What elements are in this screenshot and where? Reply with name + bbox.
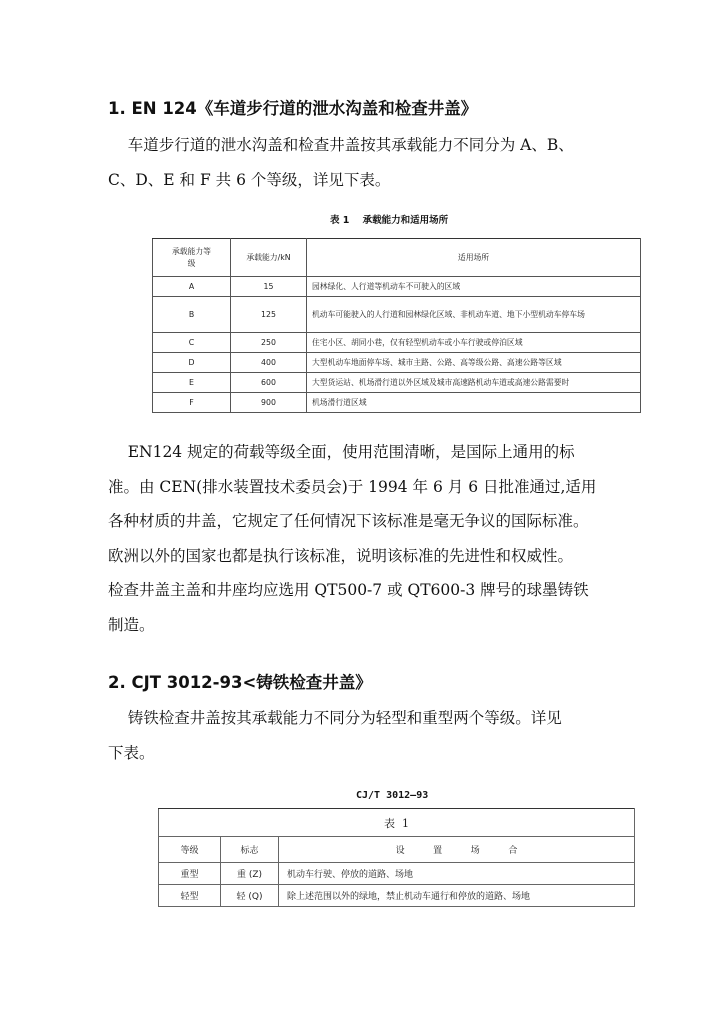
section1-intro-line-1: 车道步行道的泄水沟盖和检查井盖按其承载能力不同分为 A、B、 xyxy=(108,136,574,154)
table1-place-cell: 机场滑行道区域 xyxy=(307,393,641,413)
table1-grade-cell: A xyxy=(153,277,231,297)
table1-place-cell: 大型机动车地面停车场、城市主路、公路、高等级公路、高速公路等区域 xyxy=(307,353,641,373)
cast-iron-cover-table xyxy=(158,808,635,907)
section2-intro-line-2: 下表。 xyxy=(108,743,155,762)
section1-body-line-5: 检查井盖主盖和井座均应选用 QT500-7 或 QT600-3 牌号的球墨铸铁 xyxy=(108,581,589,599)
table1-header-row xyxy=(153,239,641,277)
table1-place-cell: 住宅小区、胡同小巷，仅有轻型机动车或小车行驶或停泊区域 xyxy=(307,333,641,353)
table2-place-cell: 除上述范围以外的绿地，禁止机动车通行和停放的道路、场地 xyxy=(279,885,635,907)
table1-place-cell: 园林绿化、人行道等机动车不可驶入的区域 xyxy=(307,277,641,297)
table-row xyxy=(153,393,641,413)
table2-header-grade: 等级 xyxy=(159,837,221,863)
table2-standard-number: CJ/T 3012—93 xyxy=(356,790,429,801)
table2-mark-cell: 重 (Z) xyxy=(221,863,279,885)
table1-grade-cell: C xyxy=(153,333,231,353)
load-class-table xyxy=(152,238,641,413)
table1-load-cell: 250 xyxy=(231,333,307,353)
table2-name-cell xyxy=(159,809,635,837)
table1-caption: 表 1 承载能力和适用场所 xyxy=(330,215,449,226)
table1-load-cell: 900 xyxy=(231,393,307,413)
table1-place-cell: 大型货运站、机场滑行道以外区域及城市高速路机动车道或高速公路需要时 xyxy=(307,373,641,393)
table1-load-cell: 400 xyxy=(231,353,307,373)
table2-grade-cell: 轻型 xyxy=(159,885,221,907)
table1-load-cell: 600 xyxy=(231,373,307,393)
section1-heading: 1. EN 124《车道步行道的泄水沟盖和检查井盖》 xyxy=(108,99,478,118)
section1-intro-line-2: C、D、E 和 F 共 6 个等级，详见下表。 xyxy=(108,170,391,189)
table1-load-cell: 125 xyxy=(231,297,307,333)
table-row xyxy=(153,277,641,297)
table2-mark-cell: 轻 (Q) xyxy=(221,885,279,907)
table2-place-cell: 机动车行驶、停放的道路、场地 xyxy=(279,863,635,885)
table-row xyxy=(153,297,641,333)
section1-body xyxy=(108,435,596,642)
table-row xyxy=(159,885,635,907)
section2-intro-line-1: 铸铁检查井盖按其承载能力不同分为轻型和重型两个等级。详见 xyxy=(108,709,562,727)
table1-header-grade-label: 承载能力等级 xyxy=(172,246,211,268)
section2-heading: 2. CJT 3012-93<铸铁检查井盖》 xyxy=(108,673,372,692)
section1-body-line-6: 制造。 xyxy=(108,615,155,634)
table1-place-cell: 机动车可能驶入的人行道和园林绿化区域、非机动车道、地下小型机动车停车场 xyxy=(307,297,641,333)
table1-header-load: 承载能力/kN xyxy=(231,239,307,277)
table2-header-mark: 标志 xyxy=(221,837,279,863)
table-row xyxy=(153,353,641,373)
table1-header-grade xyxy=(153,239,231,277)
table2-header-place: 设 置 场 合 xyxy=(279,837,635,863)
table1-grade-cell: E xyxy=(153,373,231,393)
table-row xyxy=(153,333,641,353)
table2-name: 表 1 xyxy=(384,816,409,830)
table1-load-cell: 15 xyxy=(231,277,307,297)
table2-name-row xyxy=(159,809,635,837)
section1-body-line-4: 欧洲以外的国家也都是执行该标准，说明该标准的先进性和权威性。 xyxy=(108,546,574,565)
table2-grade-cell: 重型 xyxy=(159,863,221,885)
table1-grade-cell: B xyxy=(153,297,231,333)
table1-grade-cell: D xyxy=(153,353,231,373)
table2-header-row xyxy=(159,837,635,863)
table1-header-place: 适用场所 xyxy=(307,239,641,277)
section1-body-line-3: 各种材质的井盖，它规定了任何情况下该标准是毫无争议的国际标准。 xyxy=(108,512,589,530)
table1-grade-cell: F xyxy=(153,393,231,413)
table-row xyxy=(159,863,635,885)
table-row xyxy=(153,373,641,393)
section2-intro xyxy=(108,701,562,770)
section1-intro xyxy=(108,128,574,197)
section1-body-line-1: EN124 规定的荷载等级全面，使用范围清晰，是国际上通用的标 xyxy=(108,443,575,461)
section1-body-line-2: 准。由 CEN(排水装置技术委员会)于 1994 年 6 月 6 日批准通过,适用 xyxy=(108,477,597,496)
